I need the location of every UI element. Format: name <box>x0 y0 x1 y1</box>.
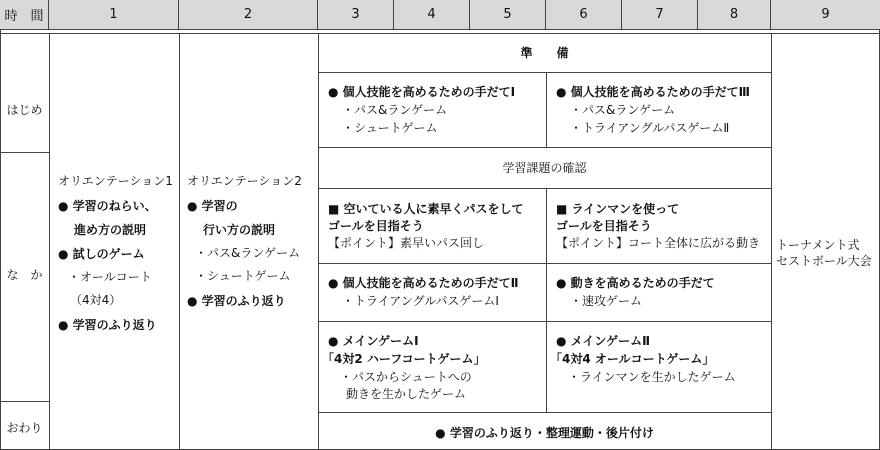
block4-left-line1: ・パスからシュートへの <box>340 370 472 384</box>
header-col-5: 5 <box>470 0 546 30</box>
block4-right-title: ● メインゲームⅡ <box>556 334 651 348</box>
phase-hajime: はじめ <box>6 103 43 117</box>
divider <box>0 152 49 153</box>
col1-item2a: ・オールコート <box>68 270 152 284</box>
block1-right-line2: ・トライアングルパスゲームⅡ <box>570 121 730 135</box>
block1-left-title: ● 個人技能を高めるための手だてⅠ <box>328 85 516 99</box>
block2-left-title1: ■ 空いている人に素早くパスをして <box>328 202 524 216</box>
block2-left-point: 【ポイント】素早いパス回し <box>328 236 485 250</box>
divider <box>546 72 547 147</box>
col9-line2: セストボール大会 <box>776 254 872 268</box>
block3-right-title: ● 動きを高めるための手だて <box>556 276 715 290</box>
col1-item1b: 進め方の説明 <box>74 223 147 237</box>
divider <box>318 321 771 322</box>
col9-line1: トーナメント式 <box>776 238 860 252</box>
col1-item2b: （4対4） <box>70 293 122 307</box>
header-col-4: 4 <box>394 0 470 30</box>
header-col-2: 2 <box>179 0 318 30</box>
block1-left-line1: ・パス&ランゲーム <box>342 103 448 117</box>
block3-left-line1: ・トライアングルパスゲームⅠ <box>342 294 499 308</box>
block4-left-line2: 動きを生かしたゲーム <box>346 387 467 401</box>
divider <box>0 401 49 402</box>
divider <box>318 147 771 148</box>
block2-left-title2: ゴールを目指そう <box>328 219 424 233</box>
header-period: 時 間 <box>0 0 49 30</box>
header-band <box>0 30 880 34</box>
divider <box>318 263 771 264</box>
header-col-8: 8 <box>698 0 771 30</box>
phase-naka: な か <box>6 268 43 282</box>
col2-item1a: ● 学習の <box>187 199 238 213</box>
header-col-9: 9 <box>771 0 880 30</box>
col2-title: オリエンテーション2 <box>187 174 302 188</box>
block2-right-title1: ■ ラインマンを使って <box>556 202 680 216</box>
col1-item2: ● 試しのゲーム <box>58 247 145 261</box>
block4-left-title: ● メインゲームⅠ <box>328 334 419 348</box>
divider <box>771 34 772 450</box>
divider <box>318 412 771 413</box>
header-col-3: 3 <box>318 0 394 30</box>
col2-item1b: 行い方の説明 <box>203 223 276 237</box>
header-col-7: 7 <box>622 0 698 30</box>
divider <box>49 34 50 450</box>
phase-owari: おわり <box>6 421 43 435</box>
col1-item1a: ● 学習のねらい、 <box>58 199 157 213</box>
col1-title: オリエンテーション1 <box>58 174 173 188</box>
kadai-label: 学習課題の確認 <box>502 161 587 175</box>
block4-left-sub: 「4対2 ハーフコートゲーム」 <box>322 352 486 366</box>
col2-item1d: ・シュートゲーム <box>195 269 291 283</box>
block1-left-line2: ・シュートゲーム <box>342 121 438 135</box>
block2-right-point: 【ポイント】コート全体に広がる動き <box>556 236 761 250</box>
block2-right-title2: ゴールを目指そう <box>556 219 652 233</box>
closing-label: ● 学習のふり返り・整理運動・後片付け <box>435 426 654 440</box>
junbi-label: 準 備 <box>520 46 569 60</box>
divider <box>179 34 180 450</box>
block3-right-line1: ・速攻ゲーム <box>570 294 643 308</box>
block1-right-title: ● 個人技能を高めるための手だてⅢ <box>556 85 750 99</box>
block3-left-title: ● 個人技能を高めるための手だてⅡ <box>328 276 519 290</box>
block1-right-line1: ・パス&ランゲーム <box>570 103 676 117</box>
divider <box>318 34 319 450</box>
col2-item1c: ・パス&ランゲーム <box>195 246 301 260</box>
divider <box>546 188 547 412</box>
col2-item2: ● 学習のふり返り <box>187 294 286 308</box>
block4-right-sub: 「4対4 オールコートゲーム」 <box>550 352 715 366</box>
block4-right-line1: ・ラインマンを生かしたゲーム <box>568 370 736 384</box>
col1-item3: ● 学習のふり返り <box>58 318 157 332</box>
divider <box>318 72 771 73</box>
header-col-1: 1 <box>49 0 179 30</box>
divider <box>318 188 771 189</box>
header-col-6: 6 <box>546 0 622 30</box>
